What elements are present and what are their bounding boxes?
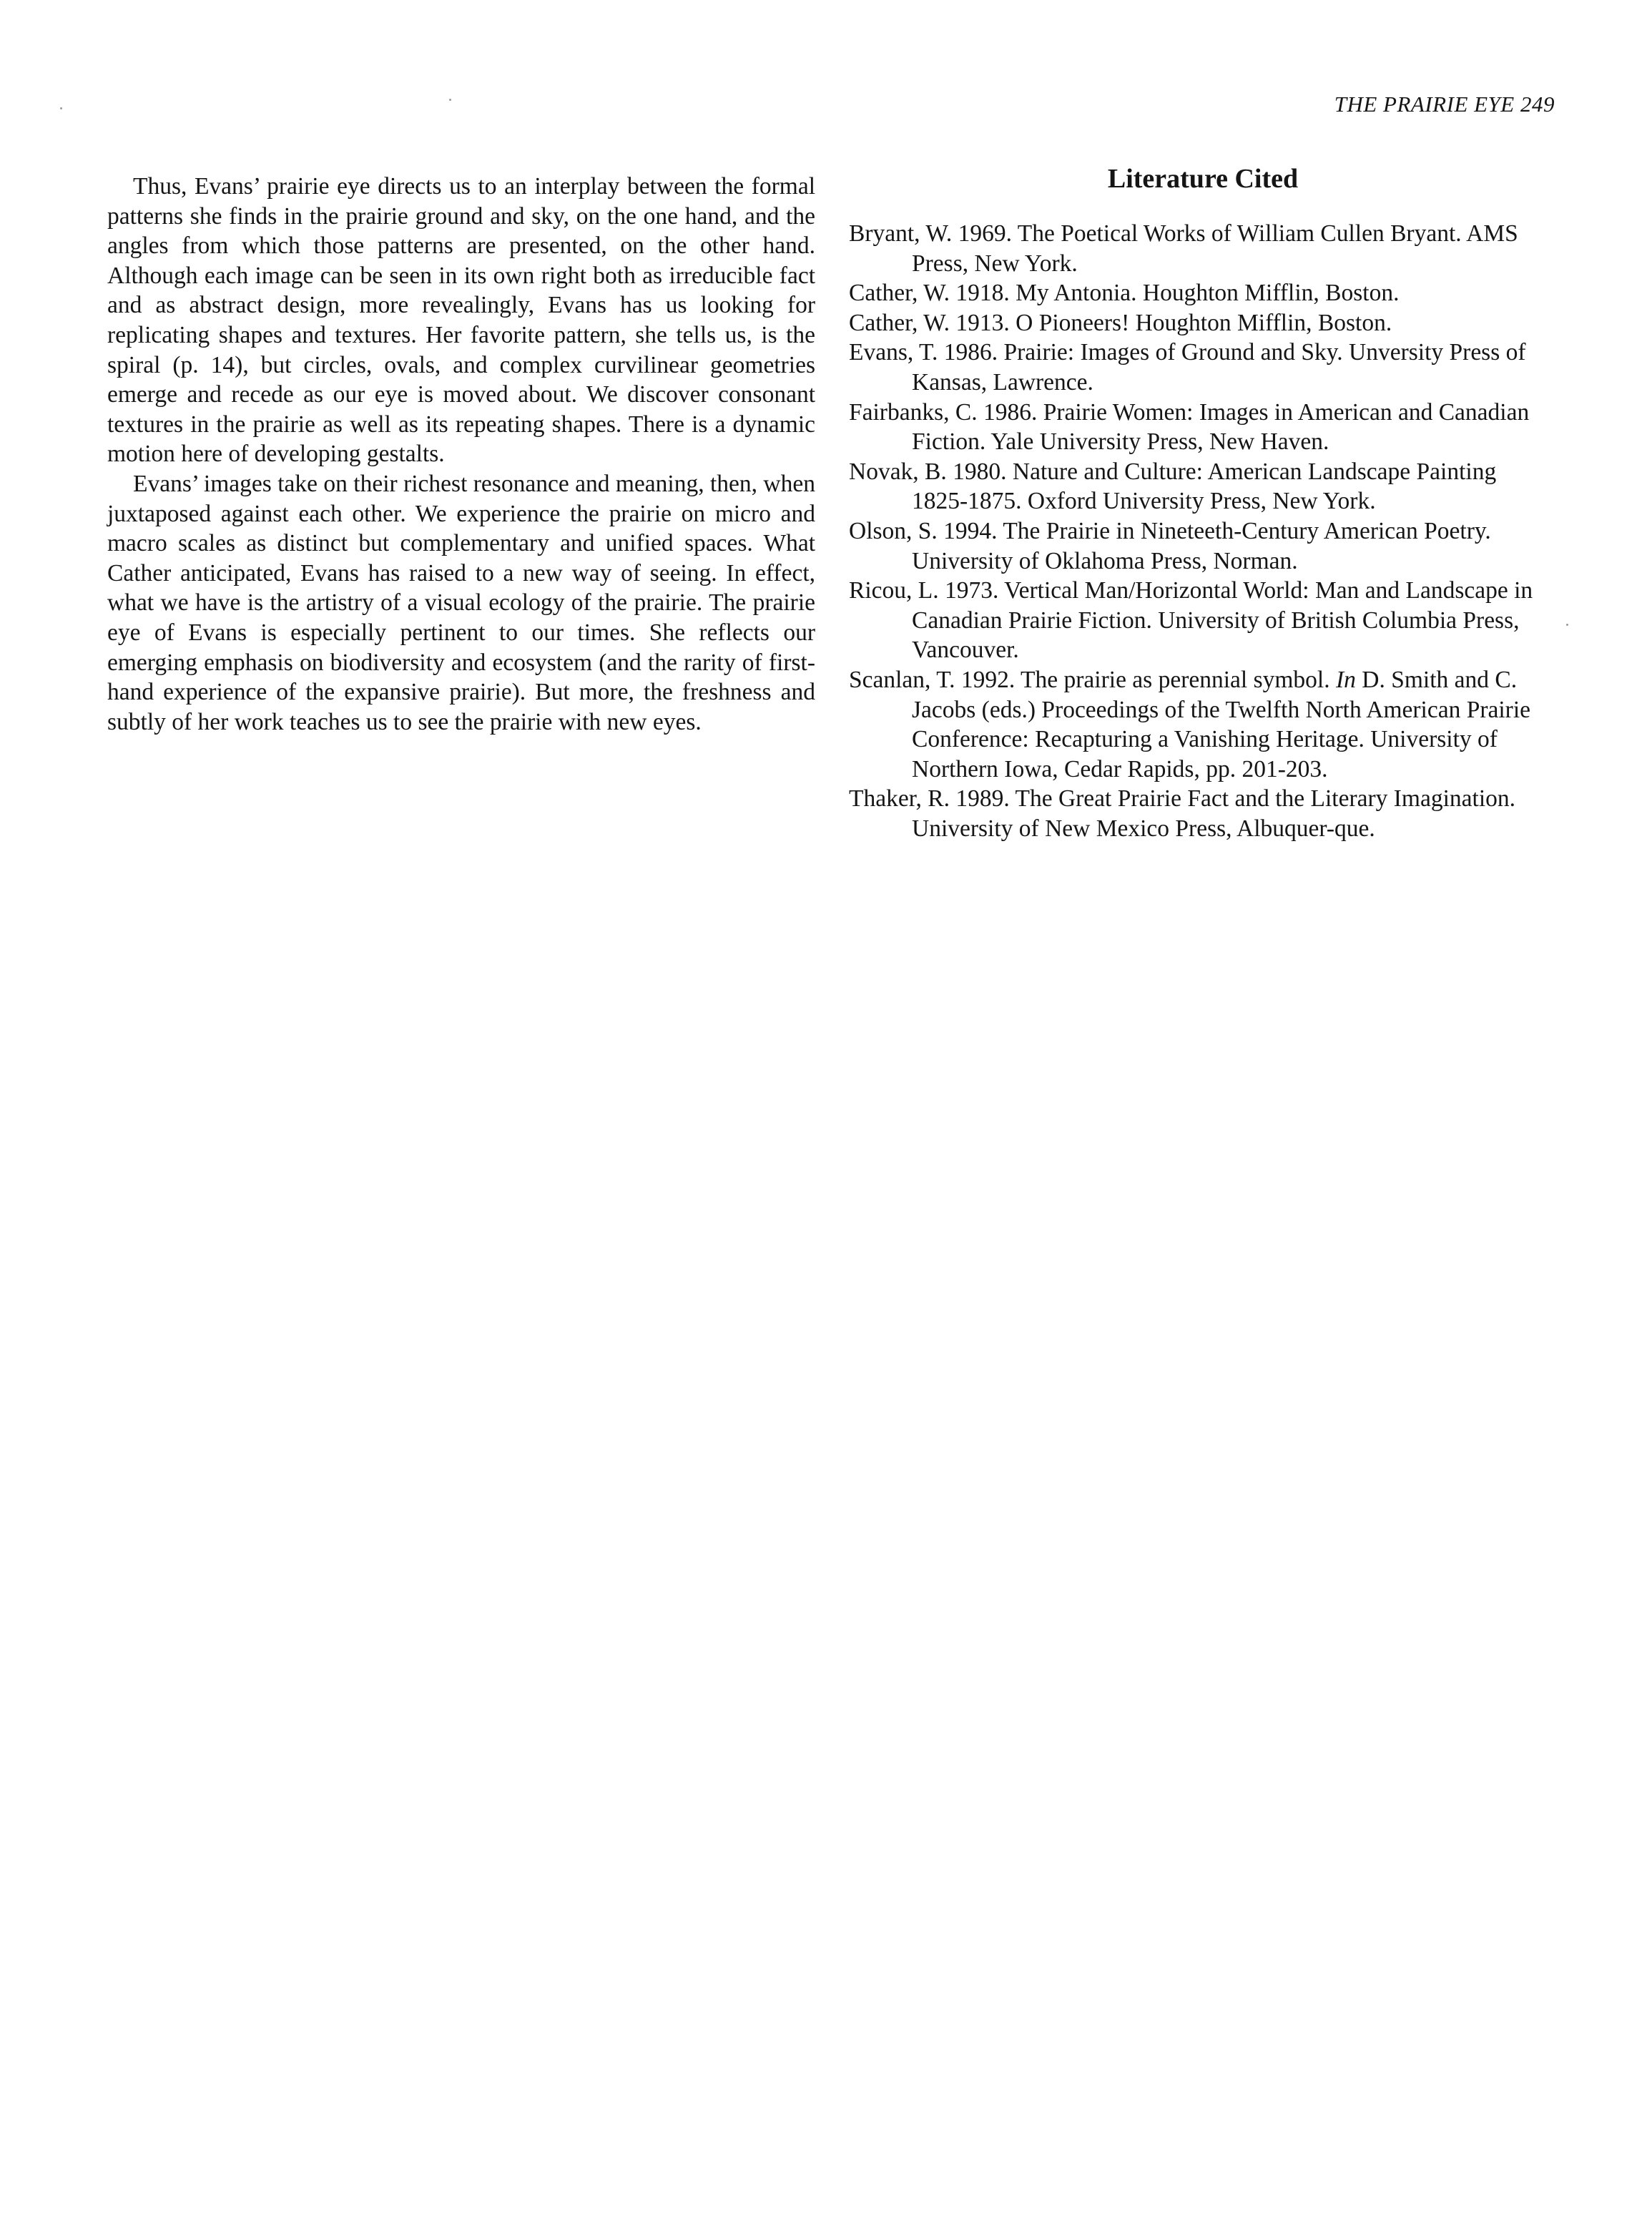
reference-scanlan-text-end: D. Smith and C. Jacobs (eds.) Proceedings of the Twelfth North American Prairie Conference: Recapturing a Vanishing Heritage. University of Northern Iowa, Cedar Rapids, pp. 201-203. — [912, 666, 1530, 782]
reference-list — [849, 219, 1557, 843]
scan-speck — [60, 107, 62, 109]
reference-thaker-1989: Thaker, R. 1989. The Great Prairie Fact and the Literary Imagination. University of New Mexico Press, Albuquer-que. — [849, 785, 1515, 842]
reference-scanlan-italic-in: In — [1336, 666, 1356, 693]
body-text-column — [107, 172, 815, 737]
literature-cited-heading: Literature Cited — [1107, 164, 1299, 194]
reference-scanlan-1992 — [849, 665, 1557, 784]
reference-evans-1986: Evans, T. 1986. Prairie: Images of Ground and Sky. Unversity Press of Kansas, Lawrence. — [849, 339, 1526, 396]
scan-speck — [1566, 624, 1568, 626]
reference-fairbanks-1986: Fairbanks, C. 1986. Prairie Women: Images in American and Canadian Fiction. Yale University Press, New Haven. — [849, 398, 1530, 456]
reference-cather-1913: Cather, W. 1913. O Pioneers! Houghton Mifflin, Boston. — [849, 309, 1392, 336]
reference-novak-1980: Novak, B. 1980. Nature and Culture: American Landscape Painting 1825-1875. Oxford University Press, New York. — [849, 458, 1497, 515]
reference-scanlan-text-start: Scanlan, T. 1992. The prairie as perennial symbol. — [849, 666, 1336, 693]
reference-olson-1994: Olson, S. 1994. The Prairie in Nineteeth-Century American Poetry. University of Oklahoma Press, Norman. — [849, 517, 1491, 574]
body-paragraph-2: Evans’ images take on their richest resonance and meaning, then, when juxtaposed against each other. We experience the prairie on micro and macro scales as distinct but complementary and unified spaces. What Cather anticipated, Evans has raised to a new way of seeing. In effect, what we have is the artistry of a visual ecology of the prairie. The prairie eye of Evans is especially pertinent to our times. She reflects our emerging emphasis on biodiversity and ecosystem (and the rarity of first-hand experience of the expansive prairie). But more, the freshness and subtly of her work teaches us to see the prairie with new eyes. — [107, 470, 815, 735]
scan-speck — [449, 99, 451, 101]
reference-cather-1918: Cather, W. 1918. My Antonia. Houghton Mifflin, Boston. — [849, 280, 1400, 307]
running-header: THE PRAIRIE EYE 249 — [1334, 92, 1555, 117]
reference-bryant-1969: Bryant, W. 1969. The Poetical Works of William Cullen Bryant. AMS Press, New York. — [849, 220, 1518, 277]
reference-ricou-1973: Ricou, L. 1973. Vertical Man/Horizontal World: Man and Landscape in Canadian Prairie Fiction. University of British Columbia Press, Vancouver. — [849, 577, 1533, 664]
body-paragraph-1: Thus, Evans’ prairie eye directs us to an interplay between the formal patterns she finds in the prairie ground and sky, on the one hand, and the angles from which those patterns are presented, on the other hand. Although each image can be seen in its own right both as irreducible fact and as abstract design, more revealingly, Evans has us looking for replicating shapes and textures. Her favorite pattern, she tells us, is the spiral (p. 14), but circles, ovals, and complex curvilinear geometries emerge and recede as our eye is moved about. We discover consonant textures in the prairie as well as its repeating shapes. There is a dynamic motion here of developing gestalts. — [107, 173, 815, 468]
literature-cited-section — [849, 162, 1557, 843]
